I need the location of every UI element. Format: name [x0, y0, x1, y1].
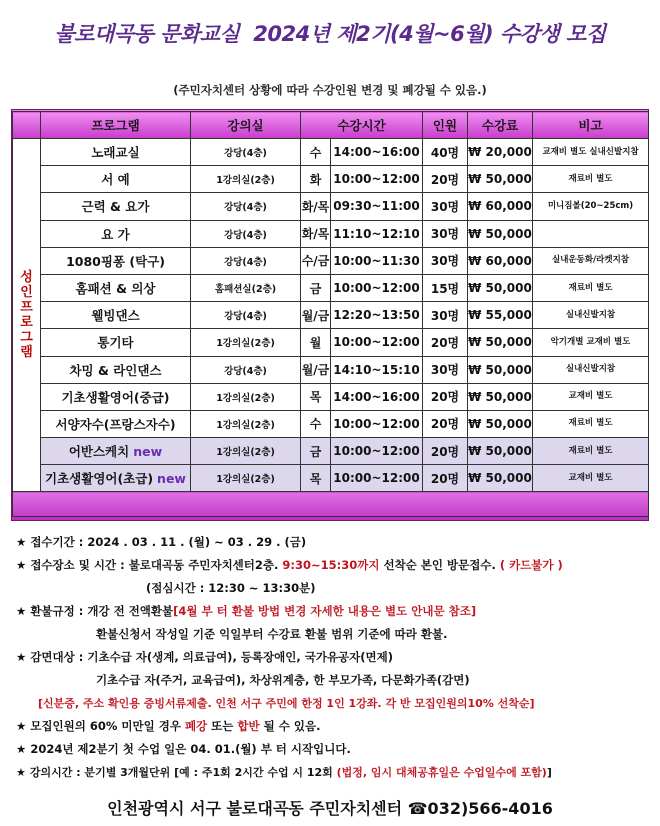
table-row	[13, 465, 649, 492]
program-label: 통기타	[97, 335, 134, 351]
remarks: 재료비 별도	[533, 438, 649, 465]
class-time: 14:00~16:00	[331, 383, 423, 410]
remarks: 교재비 별도	[533, 465, 649, 492]
table-row	[13, 274, 649, 301]
header-note: 비고	[533, 112, 649, 139]
class-day: 수/금	[301, 247, 331, 274]
class-time: 10:00~12:00	[331, 438, 423, 465]
table-bottom-band	[13, 492, 649, 517]
classroom: 강당(4층)	[191, 302, 301, 329]
footer-contact: 인천광역시 서구 불로대곡동 주민자치센터 ☎032)566-4016	[107, 799, 553, 818]
new-badge: new	[133, 444, 163, 460]
tuition-fee: ₩ 50,000	[468, 166, 533, 193]
star-icon: ★	[16, 719, 27, 733]
info-line-minimum: ★ 모집인원의 60% 미만일 경우 폐강 또는 합반 될 수 있음.	[16, 719, 321, 733]
tuition-fee: ₩ 20,000	[468, 139, 533, 166]
classroom: 홈패션실(2층)	[191, 274, 301, 301]
capacity: 20명	[423, 329, 468, 356]
star-icon: ★	[16, 650, 27, 664]
classroom: 강당(4층)	[191, 247, 301, 274]
class-day: 금	[301, 274, 331, 301]
tuition-fee: ₩ 60,000	[468, 247, 533, 274]
class-time: 14:00~16:00	[331, 139, 423, 166]
program-label: 1080핑퐁 (탁구)	[66, 253, 165, 269]
tuition-fee: ₩ 50,000	[468, 329, 533, 356]
class-time: 10:00~12:00	[331, 274, 423, 301]
title-part2: 2024년 제2기(4월~6월) 수강생 모집	[253, 22, 606, 46]
table-row	[13, 383, 649, 410]
program-name	[41, 274, 191, 301]
tuition-fee: ₩ 50,000	[468, 383, 533, 410]
capacity: 20명	[423, 465, 468, 492]
side-label-char: 인	[20, 285, 33, 301]
new-badge: new	[157, 471, 186, 487]
capacity: 20명	[423, 438, 468, 465]
info-line-schedule: ★ 강의시간 : 분기별 3개월단위 [예 : 주1회 2시간 수업 시 12회 (법정, 임시 대체공휴일은 수업일수에 포함)]	[16, 766, 552, 779]
program-label: 차밍 & 라인댄스	[69, 362, 162, 378]
side-label	[13, 139, 41, 492]
table-row	[13, 247, 649, 274]
class-day: 화/목	[301, 193, 331, 220]
class-time: 12:20~13:50	[331, 302, 423, 329]
remarks: 재료비 별도	[533, 274, 649, 301]
title-part1: 불로대곡동 문화교실	[54, 22, 240, 46]
remarks: 실내신발지참	[533, 302, 649, 329]
class-time: 10:00~11:30	[331, 247, 423, 274]
class-time: 10:00~12:00	[331, 329, 423, 356]
table-row	[13, 220, 649, 247]
remarks: 악기개별 교재비 별도	[533, 329, 649, 356]
class-day: 목	[301, 465, 331, 492]
info-line-period: ★ 접수기간 : 2024 . 03 . 11 . (월) ~ 03 . 29 . (금)	[16, 535, 307, 549]
program-name	[41, 383, 191, 410]
program-label: 서양자수(프랑스자수)	[55, 416, 176, 432]
table-row	[13, 302, 649, 329]
info-line-refund-detail: 환불신청서 작성일 기준 익일부터 수강료 환불 범위 기준에 따라 환불.	[96, 627, 448, 641]
class-day: 화/목	[301, 220, 331, 247]
tuition-fee: ₩ 50,000	[468, 438, 533, 465]
info-line-lunch: (점심시간 : 12:30 ~ 13:30분)	[146, 581, 316, 595]
tuition-fee: ₩ 60,000	[468, 193, 533, 220]
capacity: 30명	[423, 302, 468, 329]
tuition-fee: ₩ 50,000	[468, 465, 533, 492]
header-program: 프로그램	[41, 112, 191, 139]
star-icon: ★	[16, 535, 27, 549]
header-time: 수강시간	[301, 112, 423, 139]
program-name	[41, 356, 191, 383]
remarks: 미니짐볼(20~25cm)	[533, 193, 649, 220]
header-fee: 수강료	[468, 112, 533, 139]
capacity: 30명	[423, 193, 468, 220]
program-label: 기초생활영어(초급)	[45, 471, 154, 487]
capacity: 30명	[423, 247, 468, 274]
table-row	[13, 193, 649, 220]
capacity: 30명	[423, 356, 468, 383]
class-day: 화	[301, 166, 331, 193]
info-line-discount: ★ 감면대상 : 기초수급 자(생계, 의료급여), 등록장애인, 국가유공자(면제)	[16, 650, 394, 664]
remarks: 재료비 별도	[533, 410, 649, 437]
classroom: 강당(4층)	[191, 193, 301, 220]
class-time: 11:10~12:10	[331, 220, 423, 247]
table-row	[13, 438, 649, 465]
page-title	[0, 18, 660, 48]
program-table	[12, 111, 649, 517]
program-label: 홈패션 & 의상	[75, 281, 156, 297]
program-label: 기초생활영어(중급)	[61, 389, 170, 405]
header-corner	[13, 112, 41, 139]
program-label: 근력 & 요가	[81, 199, 150, 215]
header-capacity: 인원	[423, 112, 468, 139]
capacity: 15명	[423, 274, 468, 301]
table-row	[13, 139, 649, 166]
remarks: 실내운동화/라켓지참	[533, 247, 649, 274]
program-name	[41, 220, 191, 247]
class-day: 금	[301, 438, 331, 465]
class-day: 목	[301, 383, 331, 410]
program-name	[41, 438, 191, 465]
program-label: 어반스케치	[68, 444, 130, 460]
class-time: 10:00~12:00	[331, 166, 423, 193]
class-time: 14:10~15:10	[331, 356, 423, 383]
table-row	[13, 329, 649, 356]
class-day: 수	[301, 410, 331, 437]
class-day: 월	[301, 329, 331, 356]
star-icon: ★	[16, 766, 26, 779]
class-day: 월/금	[301, 356, 331, 383]
tuition-fee: ₩ 50,000	[468, 356, 533, 383]
side-label-char: 프	[20, 300, 33, 316]
classroom: 1강의실(2층)	[191, 329, 301, 356]
remarks	[533, 220, 649, 247]
classroom: 강당(4층)	[191, 356, 301, 383]
class-time: 10:00~12:00	[331, 465, 423, 492]
capacity: 20명	[423, 383, 468, 410]
program-name	[41, 410, 191, 437]
capacity: 40명	[423, 139, 468, 166]
table-row	[13, 410, 649, 437]
classroom: 1강의실(2층)	[191, 166, 301, 193]
tuition-fee: ₩ 50,000	[468, 274, 533, 301]
table-header	[13, 112, 649, 139]
tuition-fee: ₩ 55,000	[468, 302, 533, 329]
class-day: 월/금	[301, 302, 331, 329]
program-name	[41, 166, 191, 193]
program-name	[41, 465, 191, 492]
classroom: 강당(4층)	[191, 139, 301, 166]
remarks: 교재비 별도 실내신발지참	[533, 139, 649, 166]
program-label: 웰빙댄스	[91, 308, 140, 324]
classroom: 1강의실(2층)	[191, 438, 301, 465]
remarks: 실내신발지참	[533, 356, 649, 383]
program-label: 노래교실	[91, 145, 140, 161]
program-name	[41, 329, 191, 356]
classroom: 1강의실(2층)	[191, 383, 301, 410]
header-room: 강의실	[191, 112, 301, 139]
info-line-place: ★ 접수장소 및 시간 : 불로대곡동 주민자치센터2층. 9:30~15:30까지 선착순 본인 방문접수. ( 카드불가 )	[16, 558, 563, 572]
info-line-start: ★ 2024년 제2분기 첫 수업 일은 04. 01.(월) 부 터 시작입니다.	[16, 742, 351, 756]
side-label-char: 성	[20, 270, 33, 286]
side-label-char: 그	[20, 330, 33, 346]
program-name	[41, 139, 191, 166]
info-line-documents: [신분증, 주소 확인용 증빙서류제출. 인천 서구 주민에 한정 1인 1강좌. 각 반 모집인원의10% 선착순]	[38, 697, 535, 710]
star-icon: ★	[16, 558, 27, 572]
side-label-char: 로	[20, 315, 33, 331]
program-name	[41, 193, 191, 220]
program-label: 서 예	[101, 172, 130, 188]
star-icon: ★	[16, 742, 27, 756]
program-name	[41, 302, 191, 329]
class-day: 수	[301, 139, 331, 166]
program-label: 요 가	[101, 226, 130, 242]
classroom: 1강의실(2층)	[191, 410, 301, 437]
classroom: 강당(4층)	[191, 220, 301, 247]
side-label-char: 램	[20, 345, 33, 361]
tuition-fee: ₩ 50,000	[468, 410, 533, 437]
remarks: 교재비 별도	[533, 383, 649, 410]
info-line-discount-2: 기초수급 자(주거, 교육급여), 차상위계층, 한 부모가족, 다문화가족(감면)	[96, 673, 470, 687]
remarks: 재료비 별도	[533, 166, 649, 193]
class-time: 10:00~12:00	[331, 410, 423, 437]
tuition-fee: ₩ 50,000	[468, 220, 533, 247]
notice: (주민자치센터 상황에 따라 수강인원 변경 및 폐강될 수 있음.)	[173, 83, 487, 97]
capacity: 30명	[423, 220, 468, 247]
table-row	[13, 166, 649, 193]
table-row	[13, 356, 649, 383]
star-icon: ★	[16, 604, 27, 618]
program-name	[41, 247, 191, 274]
classroom: 1강의실(2층)	[191, 465, 301, 492]
capacity: 20명	[423, 410, 468, 437]
info-line-refund: ★ 환불규정 : 개강 전 전액환불[4월 부 터 환불 방법 변경 자세한 내용은 별도 안내문 참조]	[16, 604, 477, 618]
capacity: 20명	[423, 166, 468, 193]
class-time: 09:30~11:00	[331, 193, 423, 220]
